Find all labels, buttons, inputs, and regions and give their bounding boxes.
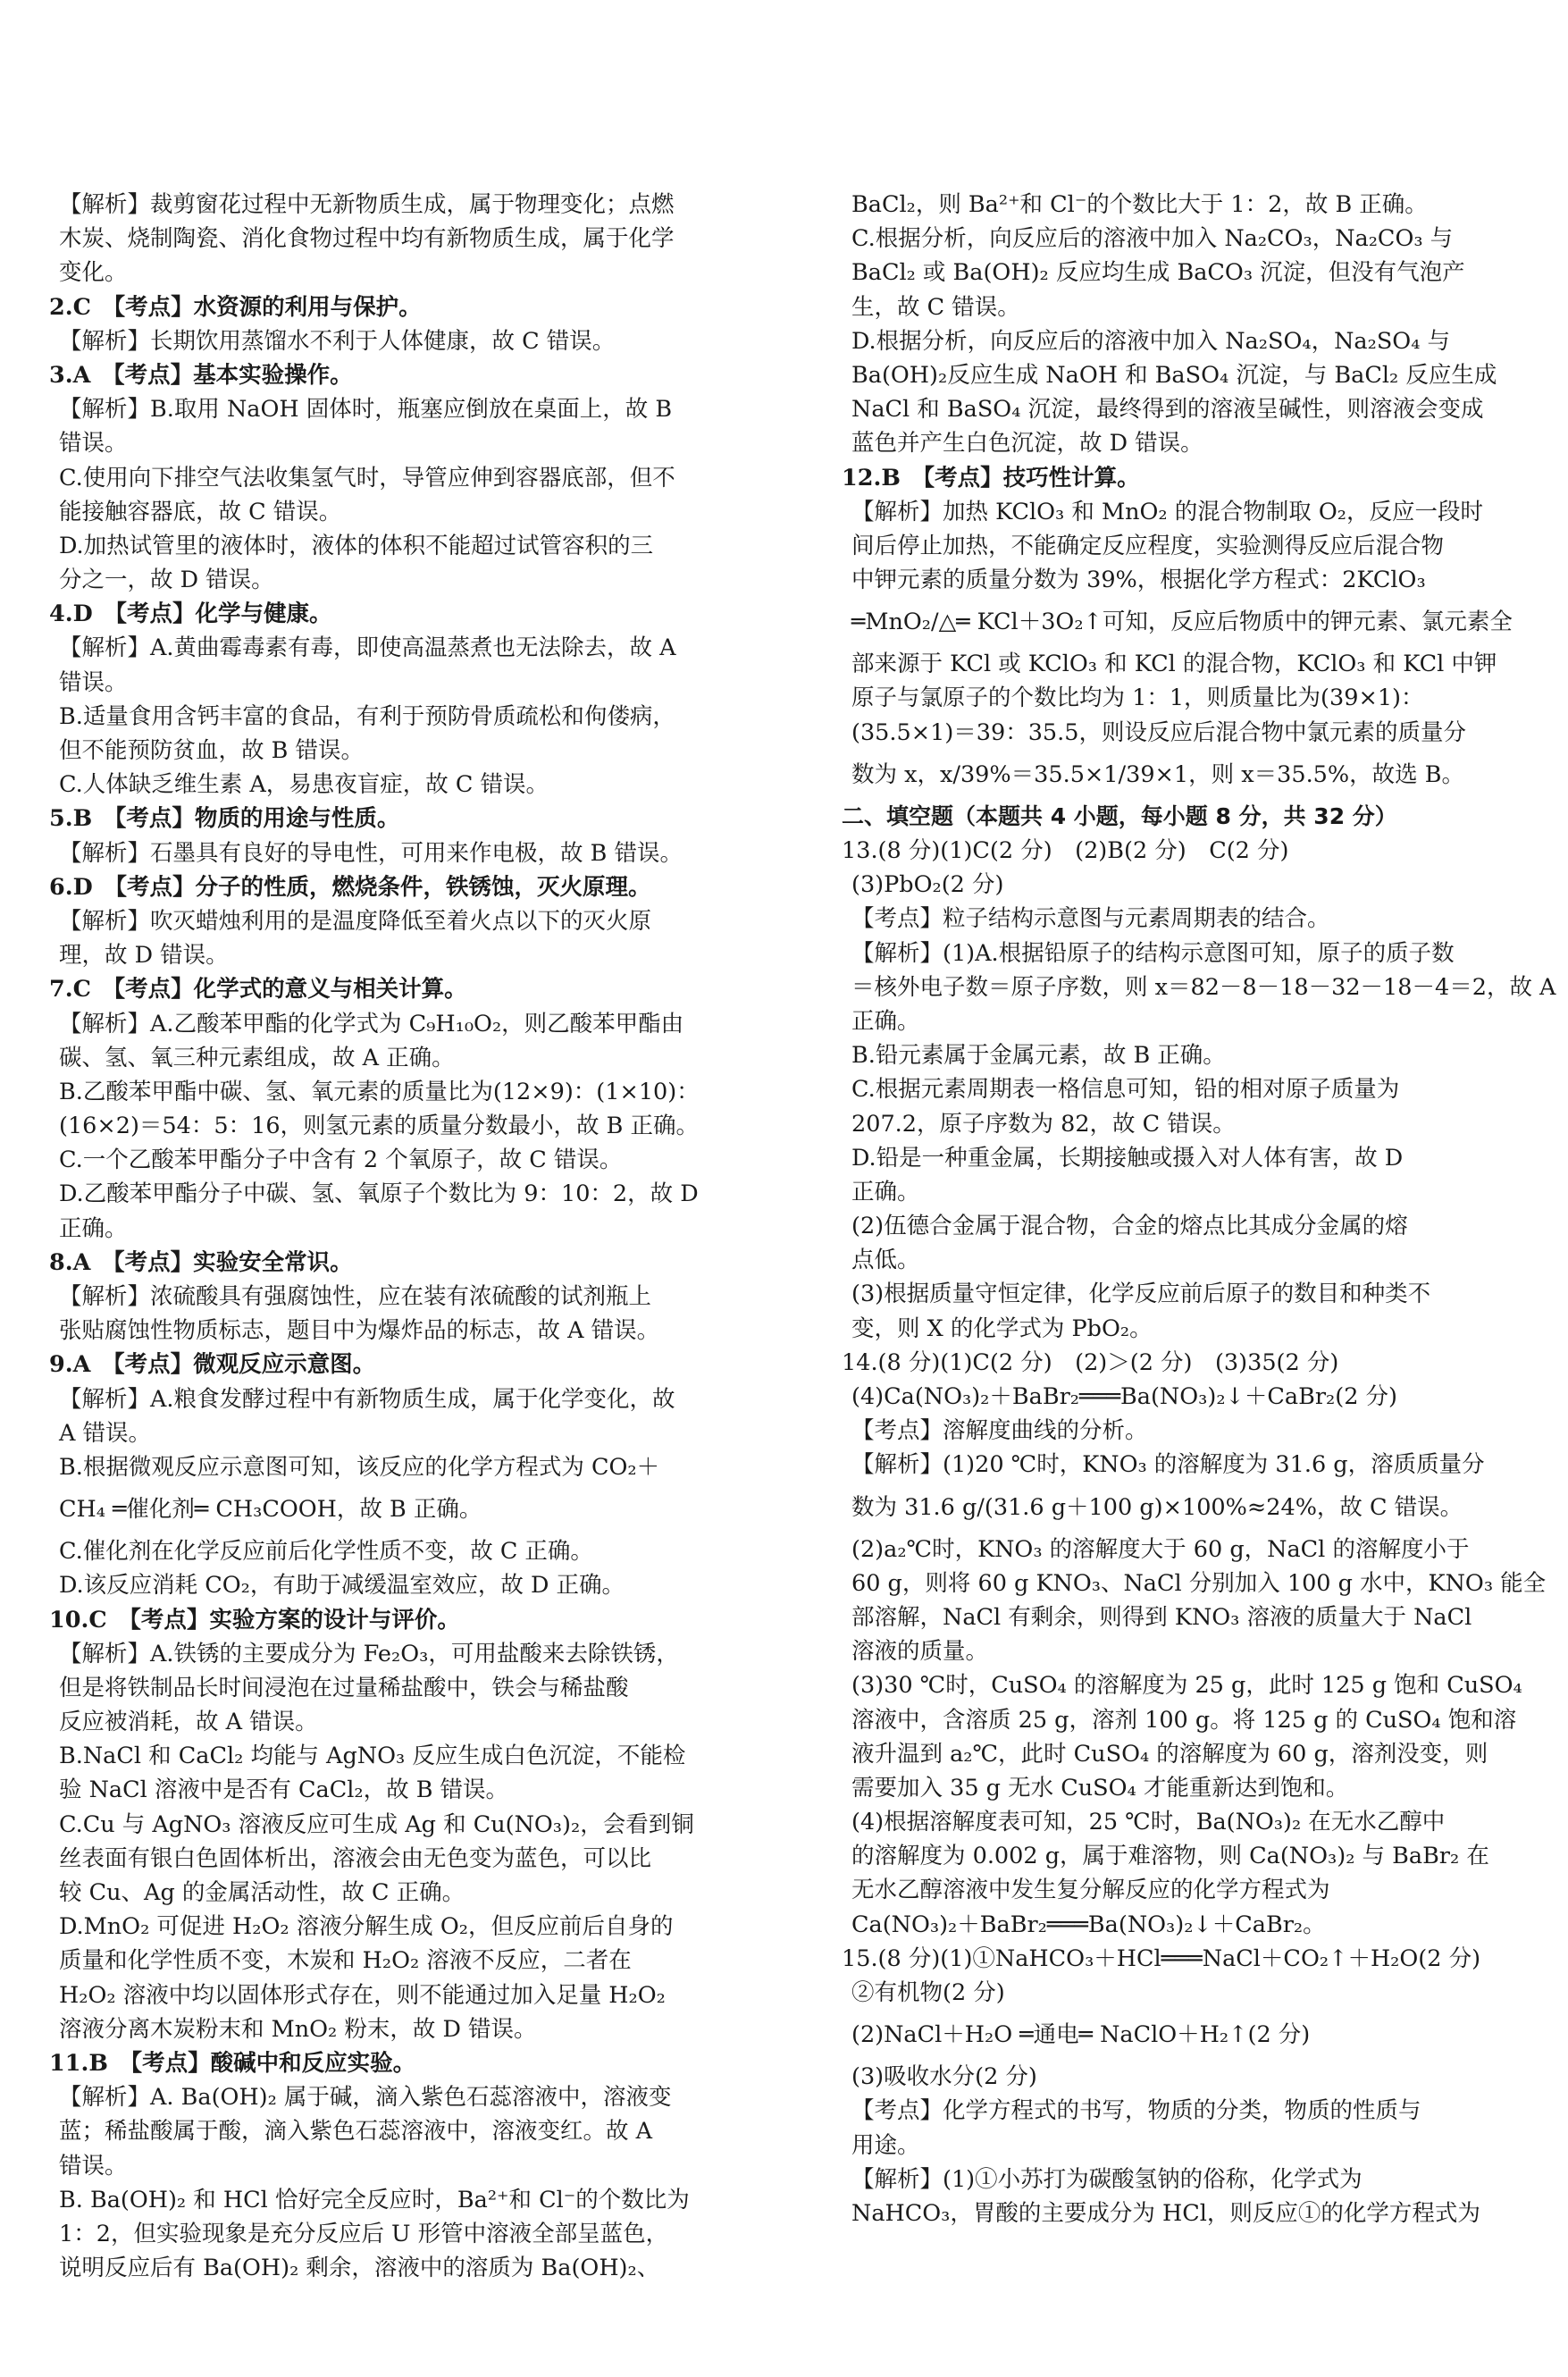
text-line: B.适量食用含钙丰富的食品，有利于预防骨质疏松和佝偻病， <box>59 702 675 730</box>
text-line: 数为 31.6 g/(31.6 g＋100 g)×100%≈24%，故 C 错误。 <box>851 1493 1463 1521</box>
text-line: 说明反应后有 Ba(OH)₂ 剩余，溶液中的溶质为 Ba(OH)₂、 <box>59 2255 660 2282</box>
text-line: 3.A 【考点】基本实验操作。 <box>49 361 353 389</box>
text-line: (35.5×1)＝39：35.5，则设反应后混合物中氯元素的质量分 <box>851 718 1466 746</box>
text-line: 【考点】溶解度曲线的分析。 <box>851 1417 1148 1445</box>
text-line: 5.B 【考点】物质的用途与性质。 <box>49 805 400 833</box>
text-line: 间后停止加热，不能确定反应程度，实验测得反应后混合物 <box>851 532 1445 559</box>
text-line: 207.2，原子序数为 82，故 C 错误。 <box>851 1110 1236 1138</box>
text-line: 中钾元素的质量分数为 39%，根据化学方程式：2KClO₃ <box>851 567 1426 594</box>
text-line: C.催化剂在化学反应前后化学性质不变，故 C 正确。 <box>59 1538 593 1566</box>
text-line: 木炭、烧制陶瓷、消化食物过程中均有新物质生成，属于化学 <box>59 225 675 253</box>
text-line: ②有机物(2 分) <box>851 1979 1005 2006</box>
right-column <box>842 188 1561 2230</box>
text-line: ＝核外电子数＝原子序数，则 x＝82－8－18－32－18－4＝2，故 A <box>851 973 1556 1001</box>
text-line: C.一个乙酸苯甲酯分子中含有 2 个氧原子，故 C 错误。 <box>59 1147 623 1174</box>
text-line: 错误。 <box>59 668 128 696</box>
text-line: C.根据元素周期表一格信息可知，铅的相对原子质量为 <box>851 1076 1400 1104</box>
text-line: (2)NaCl＋H₂O ═通电═ NaClO＋H₂↑(2 分) <box>851 2021 1311 2049</box>
text-line: BaCl₂ 或 Ba(OH)₂ 反应均生成 BaCO₃ 沉淀，但没有气泡产 <box>851 259 1465 287</box>
text-line: 【解析】B.取用 NaOH 固体时，瓶塞应倒放在桌面上，故 B <box>59 396 673 424</box>
text-line: 【解析】A.铁锈的主要成分为 Fe₂O₃，可用盐酸来去除铁锈， <box>59 1640 679 1667</box>
text-line: A 错误。 <box>59 1419 152 1447</box>
text-line: (3)PbO₂(2 分) <box>851 871 1004 899</box>
text-line: 正确。 <box>59 1214 128 1242</box>
text-line: 理，故 D 错误。 <box>59 942 229 970</box>
text-line: (3)30 ℃时，CuSO₄ 的溶解度为 25 g，此时 125 g 饱和 CuSO₄ <box>851 1672 1522 1700</box>
text-line: (2)a₂℃时，KNO₃ 的溶解度大于 60 g，NaCl 的溶解度小于 <box>851 1535 1470 1563</box>
text-line: B.根据微观反应示意图可知，该反应的化学方程式为 CO₂＋ <box>59 1453 660 1481</box>
text-line: 正确。 <box>851 1178 920 1205</box>
text-line: 【解析】(1)20 ℃时，KNO₃ 的溶解度为 31.6 g，溶质质量分 <box>851 1451 1485 1479</box>
text-line: 但是将铁制品长时间浸泡在过量稀盐酸中，铁会与稀盐酸 <box>59 1674 629 1701</box>
text-line: 生，故 C 错误。 <box>851 293 1020 321</box>
text-line: NaHCO₃，胃酸的主要成分为 HCl，则反应①的化学方程式为 <box>851 2199 1480 2227</box>
text-line: CH₄ ═催化剂═ CH₃COOH，故 B 正确。 <box>59 1496 482 1524</box>
text-line: (3)吸收水分(2 分) <box>851 2063 1037 2091</box>
text-line: 4.D 【考点】化学与健康。 <box>49 601 332 628</box>
text-line: 溶液分离木炭粉末和 MnO₂ 粉末，故 D 错误。 <box>59 2015 537 2043</box>
text-line: 【解析】石墨具有良好的导电性，可用来作电极，故 B 错误。 <box>59 839 683 867</box>
text-line: 液升温到 a₂℃，此时 CuSO₄ 的溶解度为 60 g，溶剂没变，则 <box>851 1740 1488 1768</box>
text-line: 14.(8 分)(1)C(2 分) (2)＞(2 分) (3)35(2 分) <box>842 1348 1339 1376</box>
text-line: 丝表面有银白色固体析出，溶液会由无色变为蓝色，可以比 <box>59 1844 652 1872</box>
text-line: 错误。 <box>59 2152 128 2180</box>
text-line: 原子与氯原子的个数比均为 1：1，则质量比为(39×1)： <box>851 685 1424 712</box>
text-line: B.NaCl 和 CaCl₂ 均能与 AgNO₃ 反应生成白色沉淀，不能检 <box>59 1743 686 1770</box>
text-line: 用途。 <box>851 2131 920 2159</box>
text-line: (4)Ca(NO₃)₂＋BaBr₂═══Ba(NO₃)₂↓＋CaBr₂(2 分) <box>851 1383 1398 1410</box>
text-line: C.人体缺乏维生素 A，易患夜盲症，故 C 错误。 <box>59 771 549 799</box>
text-line: 变化。 <box>59 259 128 287</box>
text-line: C.Cu 与 AgNO₃ 溶液反应可生成 Ag 和 Cu(NO₃)₂，会看到铜 <box>59 1810 694 1838</box>
text-line: 质量和化学性质不变，木炭和 H₂O₂ 溶液不反应，二者在 <box>59 1947 632 1975</box>
text-line: 【解析】加热 KClO₃ 和 MnO₂ 的混合物制取 O₂，反应一段时 <box>851 498 1483 525</box>
text-line: 正确。 <box>851 1007 920 1035</box>
text-line: 数为 x，x/39%＝35.5×1/39×1，则 x＝35.5%，故选 B。 <box>851 760 1464 788</box>
text-line: (16×2)＝54：5：16，则氢元素的质量分数最小，故 B 正确。 <box>59 1113 700 1140</box>
text-line: B.乙酸苯甲酯中碳、氢、氧元素的质量比为(12×9)：(1×10)： <box>59 1078 700 1105</box>
text-line: 【解析】长期饮用蒸馏水不利于人体健康，故 C 错误。 <box>59 327 616 355</box>
text-line: B.铅元素属于金属元素，故 B 正确。 <box>851 1042 1226 1070</box>
text-line: 【解析】(1)A.根据铅原子的结构示意图可知，原子的质子数 <box>851 939 1455 967</box>
text-line: 8.A 【考点】实验安全常识。 <box>49 1248 353 1276</box>
text-line: 溶液的质量。 <box>851 1638 989 1666</box>
text-line: 部来源于 KCl 或 KClO₃ 和 KCl 的混合物，KClO₃ 和 KCl 中钾 <box>851 651 1497 678</box>
text-line: 【考点】粒子结构示意图与元素周期表的结合。 <box>851 905 1330 933</box>
text-line: D.铅是一种重金属，长期接触或摄入对人体有害，故 D <box>851 1144 1404 1172</box>
text-line: 60 g，则将 60 g KNO₃、NaCl 分别加入 100 g 水中，KNO₃ 能全 <box>851 1569 1547 1597</box>
text-line: Ca(NO₃)₂＋BaBr₂═══Ba(NO₃)₂↓＋CaBr₂。 <box>851 1911 1326 1938</box>
text-line: C.根据分析，向反应后的溶液中加入 Na₂CO₃，Na₂CO₃ 与 <box>851 225 1454 253</box>
text-line: B. Ba(OH)₂ 和 HCl 恰好完全反应时，Ba²⁺和 Cl⁻的个数比为 <box>59 2186 690 2213</box>
text-line: 蓝色并产生白色沉淀，故 D 错误。 <box>851 430 1203 458</box>
text-line: 【解析】A. Ba(OH)₂ 属于碱，滴入紫色石蕊溶液中，溶液变 <box>59 2084 672 2112</box>
text-line: 部溶解，NaCl 有剩余，则得到 KNO₃ 溶液的质量大于 NaCl <box>851 1603 1472 1631</box>
text-line: 能接触容器底，故 C 错误。 <box>59 498 342 525</box>
text-line: H₂O₂ 溶液中均以固体形式存在，则不能通过加入足量 H₂O₂ <box>59 1981 666 2009</box>
text-line: 12.B 【考点】技巧性计算。 <box>842 464 1140 491</box>
text-line: 【考点】化学方程式的书写，物质的分类，物质的性质与 <box>851 2097 1421 2125</box>
text-line: 【解析】A.粮食发酵过程中有新物质生成，属于化学变化，故 <box>59 1385 675 1413</box>
text-line: 【解析】A.乙酸苯甲酯的化学式为 C₉H₁₀O₂，则乙酸苯甲酯由 <box>59 1010 684 1037</box>
text-line: (4)根据溶解度表可知，25 ℃时，Ba(NO₃)₂ 在无水乙醇中 <box>851 1809 1446 1836</box>
text-line: BaCl₂，则 Ba²⁺和 Cl⁻的个数比大于 1：2，故 B 正确。 <box>851 191 1428 218</box>
text-line: 错误。 <box>59 430 128 458</box>
text-line: 的溶解度为 0.002 g，属于难溶物，则 Ca(NO₃)₂ 与 BaBr₂ 在 <box>851 1843 1489 1870</box>
text-line: 需要加入 35 g 无水 CuSO₄ 才能重新达到饱和。 <box>851 1774 1349 1802</box>
text-line: 【解析】A.黄曲霉毒素有毒，即使高温蒸煮也无法除去，故 A <box>59 634 676 662</box>
text-line: 但不能预防贫血，故 B 错误。 <box>59 737 364 764</box>
text-line: 【解析】裁剪窗花过程中无新物质生成，属于物理变化；点燃 <box>59 191 675 218</box>
text-line: ═MnO₂/△═ KCl＋3O₂↑可知，反应后物质中的钾元素、氯元素全 <box>851 609 1513 636</box>
text-line: 【解析】(1)①小苏打为碳酸氢钠的俗称，化学式为 <box>851 2165 1363 2193</box>
text-line: 13.(8 分)(1)C(2 分) (2)B(2 分) C(2 分) <box>842 837 1289 864</box>
text-line: 蓝；稀盐酸属于酸，滴入紫色石蕊溶液中，溶液变红。故 A <box>59 2118 653 2146</box>
text-line: 9.A 【考点】微观反应示意图。 <box>49 1351 376 1379</box>
text-line: 【解析】吹灭蜡烛利用的是温度降低至着火点以下的灭火原 <box>59 907 652 935</box>
text-line: NaCl 和 BaSO₄ 沉淀，最终得到的溶液呈碱性，则溶液会变成 <box>851 396 1484 424</box>
text-line: 无水乙醇溶液中发生复分解反应的化学方程式为 <box>851 1877 1330 1904</box>
text-line: 验 NaCl 溶液中是否有 CaCl₂，故 B 错误。 <box>59 1776 509 1804</box>
text-line: 【解析】浓硫酸具有强腐蚀性，应在装有浓硫酸的试剂瓶上 <box>59 1283 652 1310</box>
text-line: 11.B 【考点】酸碱中和反应实验。 <box>49 2049 416 2077</box>
text-line: 二、填空题（本题共 4 小题，每小题 8 分，共 32 分） <box>842 802 1397 829</box>
text-line: 点低。 <box>851 1247 920 1274</box>
text-line: 张贴腐蚀性物质标志，题目中为爆炸品的标志，故 A 错误。 <box>59 1317 660 1345</box>
text-line: D.根据分析，向反应后的溶液中加入 Na₂SO₄，Na₂SO₄ 与 <box>851 327 1451 355</box>
text-line: 较 Cu、Ag 的金属活动性，故 C 正确。 <box>59 1879 465 1906</box>
text-line: 碳、氢、氧三种元素组成，故 A 正确。 <box>59 1044 455 1071</box>
text-line: (2)伍德合金属于混合物，合金的熔点比其成分金属的熔 <box>851 1213 1408 1240</box>
text-line: D.该反应消耗 CO₂，有助于减缓温室效应，故 D 正确。 <box>59 1572 625 1600</box>
text-line: 7.C 【考点】化学式的意义与相关计算。 <box>49 976 467 1004</box>
text-line: 变，则 X 的化学式为 PbO₂。 <box>851 1314 1153 1342</box>
text-line: D.加热试管里的液体时，液体的体积不能超过试管容积的三 <box>59 532 654 559</box>
text-line: 分之一，故 D 错误。 <box>59 567 274 594</box>
text-line: C.使用向下排空气法收集氢气时，导管应伸到容器底部，但不 <box>59 464 675 491</box>
text-line: 10.C 【考点】实验方案的设计与评价。 <box>49 1606 460 1634</box>
text-line: 6.D 【考点】分子的性质，燃烧条件，铁锈蚀，灭火原理。 <box>49 873 651 901</box>
text-line: Ba(OH)₂反应生成 NaOH 和 BaSO₄ 沉淀，与 BaCl₂ 反应生成 <box>851 361 1497 389</box>
text-line: 15.(8 分)(1)①NaHCO₃＋HCl═══NaCl＋CO₂↑＋H₂O(2 分) <box>842 1944 1481 1972</box>
text-line: 反应被消耗，故 A 错误。 <box>59 1709 318 1736</box>
text-line: D.MnO₂ 可促进 H₂O₂ 溶液分解生成 O₂，但反应前后自身的 <box>59 1913 674 1941</box>
text-line: 2.C 【考点】水资源的利用与保护。 <box>49 293 422 321</box>
text-line: 1：2，但实验现象是充分反应后 U 形管中溶液全部呈蓝色， <box>59 2220 669 2247</box>
text-line: (3)根据质量守恒定律，化学反应前后原子的数目和种类不 <box>851 1281 1431 1308</box>
text-line: D.乙酸苯甲酯分子中碳、氢、氧原子个数比为 9：10：2，故 D <box>59 1180 699 1208</box>
left-column <box>49 188 768 2285</box>
text-line: 溶液中，含溶质 25 g，溶剂 100 g。将 125 g 的 CuSO₄ 饱和溶 <box>851 1706 1517 1734</box>
